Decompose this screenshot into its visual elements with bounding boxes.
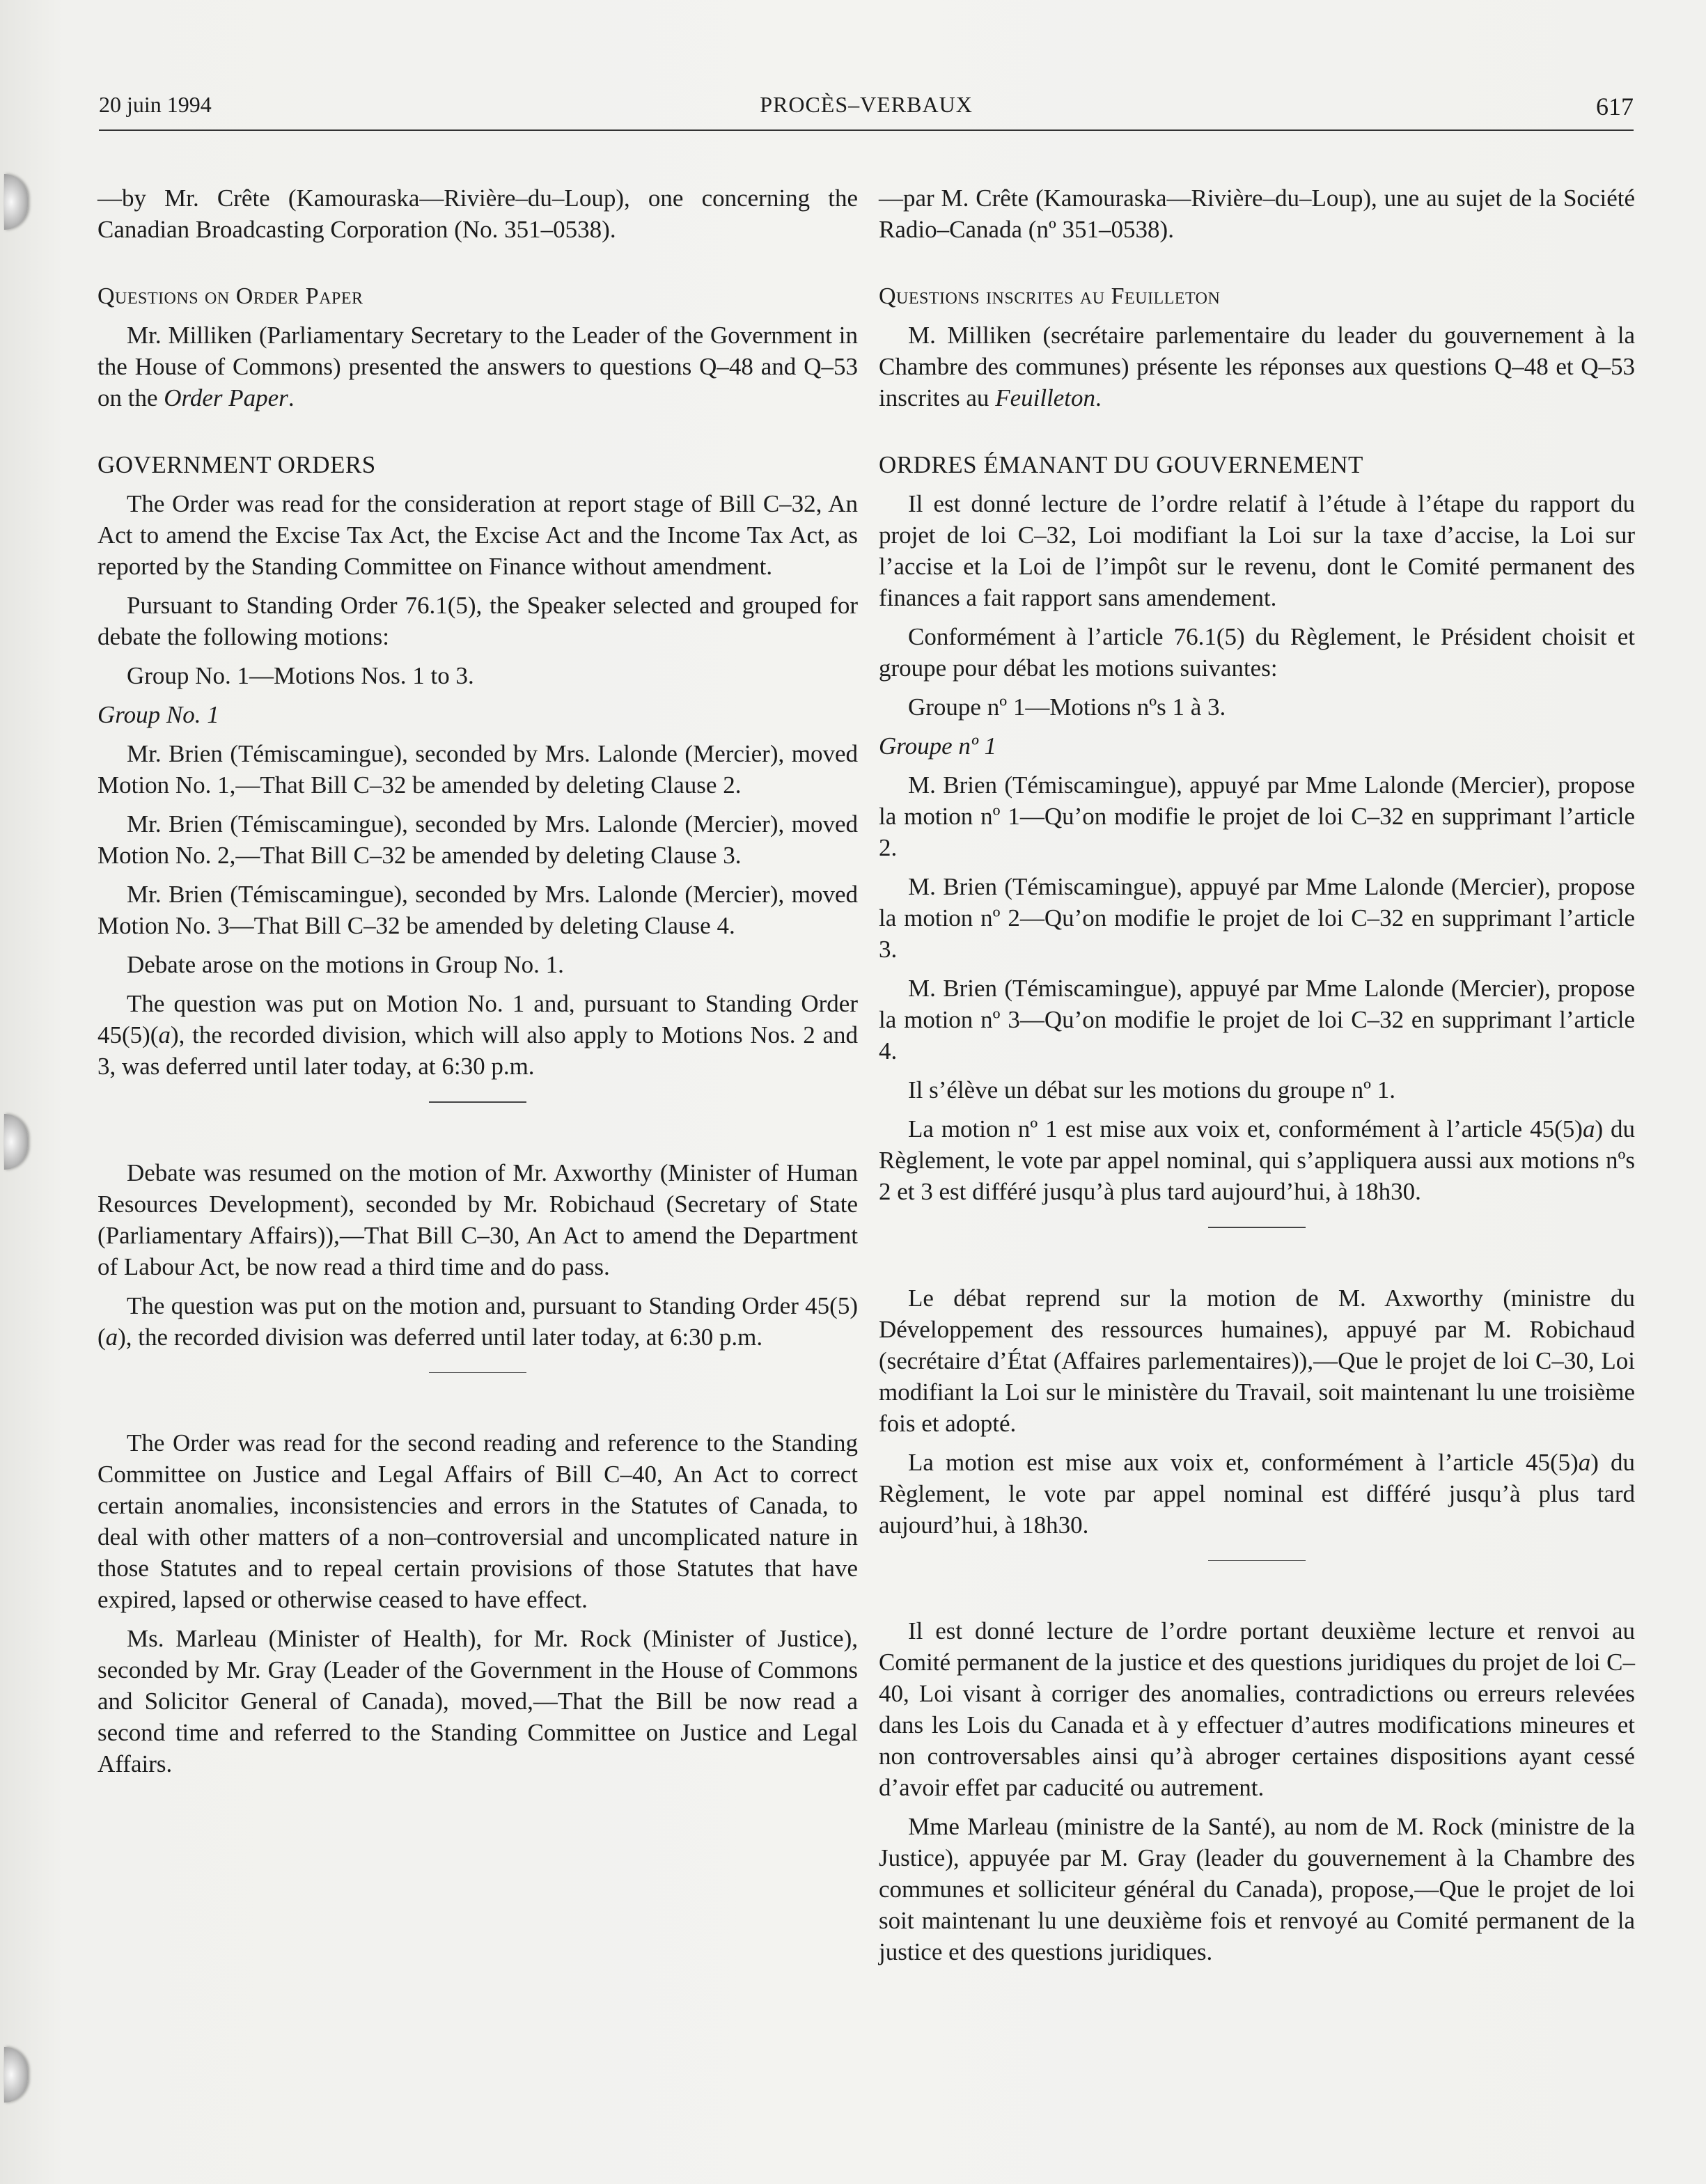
french-column <box>879 182 1635 1975</box>
binder-ring <box>4 1114 28 1170</box>
paragraph: M. Brien (Témiscamingue), appuyé par Mme Lalonde (Mercier), propose la motion nº 1—Qu’on modifie le projet de loi C–32 en supprimant l’article 2. <box>879 771 1635 861</box>
paragraph: Mr. Brien (Témiscamingue), seconded by Mrs. Lalonde (Mercier), moved Motion No. 3—That Bill C–32 be amended by deleting Clause 4. <box>97 881 858 939</box>
paragraph: M. Brien (Témiscamingue), appuyé par Mme Lalonde (Mercier), propose la motion nº 3—Qu’on modifie le projet de loi C–32 en supprimant l’article 4. <box>879 975 1635 1064</box>
paragraph: Pursuant to Standing Order 76.1(5), the Speaker selected and grouped for debate the following motions: <box>97 592 858 650</box>
section-divider <box>1208 1227 1306 1228</box>
section-heading: Questions inscrites au Feuilleton <box>879 283 1221 309</box>
paragraph: Il est donné lecture de l’ordre portant deuxième lecture et renvoi au Comité permanent de la justice et des questions juridiques du projet de loi C–40, Loi visant à corriger des anomalies, contradictions ou erreurs relevées dans les Lois du Canada et à y effectuer d’autres modifications mineures et non controversables ainsi qu’à abroger certaines dispositions ayant cessé d’avoir effet par caducité ou autrement. <box>879 1617 1635 1801</box>
paragraph: Groupe nº 1—Motions nºs 1 à 3. <box>908 693 1226 721</box>
paragraph: La motion nº 1 est mise aux voix et, conformément à l’article 45(5)a) du Règlement, le vote par appel nominal, qui s’appliquera aussi aux motions nºs 2 et 3 est différé jusqu’à plus tard aujourd’hui, à 18h30. <box>879 1115 1636 1205</box>
section-heading: GOVERNMENT ORDERS <box>97 451 376 478</box>
section-heading: ORDRES ÉMANANT DU GOUVERNEMENT <box>879 451 1363 478</box>
paragraph: The Order was read for the consideration at report stage of Bill C–32, An Act to amend the Excise Tax Act, the Excise Act and the Income Tax Act, as reported by the Standing Committee on Finance without amendment. <box>97 490 858 580</box>
paragraph: Mr. Brien (Témiscamingue), seconded by Mrs. Lalonde (Mercier), moved Motion No. 2,—That Bill C–32 be amended by deleting Clause 3. <box>97 810 858 869</box>
section-divider <box>429 1101 526 1103</box>
paragraph: —par M. Crête (Kamouraska—Rivière–du–Loup), une au sujet de la Société Radio–Canada (nº 351–0538). <box>879 184 1635 243</box>
running-header <box>99 88 1634 131</box>
binder-ring <box>4 2047 28 2103</box>
section-divider <box>429 1372 526 1373</box>
paragraph: Mr. Brien (Témiscamingue), seconded by Mrs. Lalonde (Mercier), moved Motion No. 1,—That Bill C–32 be amended by deleting Clause 2. <box>97 740 858 799</box>
paragraph: Debate was resumed on the motion of Mr. Axworthy (Minister of Human Resources Development), seconded by Mr. Robichaud (Secretary of State (Parliamentary Affairs)),—That Bill C–30, An Act to amend the Department of Labour Act, be now read a third time and do pass. <box>97 1159 858 1280</box>
paragraph: M. Milliken (secrétaire parlementaire du leader du gouvernement à la Chambre des communes) présente les réponses aux questions Q–48 et Q–53 inscrites au Feuilleton. <box>879 322 1635 411</box>
group-label: Group No. 1 <box>97 701 219 728</box>
header-title: PROCÈS–VERBAUX <box>760 92 973 117</box>
paragraph: The question was put on Motion No. 1 and, pursuant to Standing Order 45(5)(a), the recorded division, which will also apply to Motions Nos. 2 and 3, was deferred until later today, at 6:30 p.m. <box>97 990 858 1080</box>
paragraph: Group No. 1—Motions Nos. 1 to 3. <box>127 662 474 689</box>
paragraph: Debate arose on the motions in Group No. 1. <box>127 951 564 978</box>
paragraph: Le débat reprend sur la motion de M. Axworthy (ministre du Développement des ressources humaines), appuyé par M. Robichaud (secrétaire d’État (Affaires parlementaires)),—Que le projet de loi C–30, Loi modifiant la Loi sur le ministère du Travail, soit maintenant lu une troisième fois et adopté. <box>879 1285 1635 1437</box>
paragraph: Mme Marleau (ministre de la Santé), au nom de M. Rock (ministre de la Justice), appuyée par M. Gray (leader du gouvernement à la Chambre des communes et solliciteur général du Canada), propose,—Que le projet de loi soit maintenant lu une deuxième fois et renvoyé au Comité permanent de la justice et des questions juridiques. <box>879 1813 1635 1965</box>
paragraph: Ms. Marleau (Minister of Health), for Mr. Rock (Minister of Justice), seconded by Mr. Gray (Leader of the Government in the House of Commons and Solicitor General of Canada), moved,—That the Bill be now read a second time and referred to the Standing Committee on Justice and Legal Affairs. <box>97 1625 858 1777</box>
paragraph: Mr. Milliken (Parliamentary Secretary to the Leader of the Government in the House of Commons) presented the answers to questions Q–48 and Q–53 on the Order Paper. <box>97 322 858 411</box>
header-date: 20 juin 1994 <box>99 92 212 117</box>
paragraph: The Order was read for the second reading and reference to the Standing Committee on Justice and Legal Affairs of Bill C–40, An Act to correct certain anomalies, inconsistencies and errors in the Statutes of Canada, to deal with other matters of a non–controversial and uncomplicated nature in those Statutes and to repeal certain provisions of those Statutes that have expired, lapsed or otherwise ceased to have effect. <box>97 1429 858 1613</box>
paragraph: La motion est mise aux voix et, conformément à l’article 45(5)a) du Règlement, le vote par appel nominal est différé jusqu’à plus tard aujourd’hui, à 18h30. <box>879 1449 1635 1539</box>
section-divider <box>1208 1560 1306 1561</box>
paragraph: —by Mr. Crête (Kamouraska—Rivière–du–Loup), one concerning the Canadian Broadcasting Corporation (No. 351–0538). <box>97 184 858 243</box>
paragraph: The question was put on the motion and, pursuant to Standing Order 45(5)(a), the recorded division was deferred until later today, at 6:30 p.m. <box>97 1292 858 1351</box>
binder-ring <box>4 174 28 230</box>
paragraph: M. Brien (Témiscamingue), appuyé par Mme Lalonde (Mercier), propose la motion nº 2—Qu’on modifie le projet de loi C–32 en supprimant l’article 3. <box>879 873 1635 963</box>
english-column <box>97 182 858 1787</box>
section-heading: Questions on Order Paper <box>97 283 363 309</box>
paragraph: Il s’élève un débat sur les motions du groupe nº 1. <box>908 1076 1396 1103</box>
paragraph: Il est donné lecture de l’ordre relatif à l’étude à l’étape du rapport du projet de loi C–32, Loi modifiant la Loi sur la taxe d’accise, la Loi sur l’accise et la Loi de l’impôt sur le revenu, dont le Comité permanent des finances a fait rapport sans amendement. <box>879 490 1635 611</box>
page-number: 617 <box>1596 93 1634 120</box>
paragraph: Conformément à l’article 76.1(5) du Règlement, le Président choisit et groupe pour débat les motions suivantes: <box>879 623 1635 682</box>
group-label: Groupe nº 1 <box>879 732 996 760</box>
